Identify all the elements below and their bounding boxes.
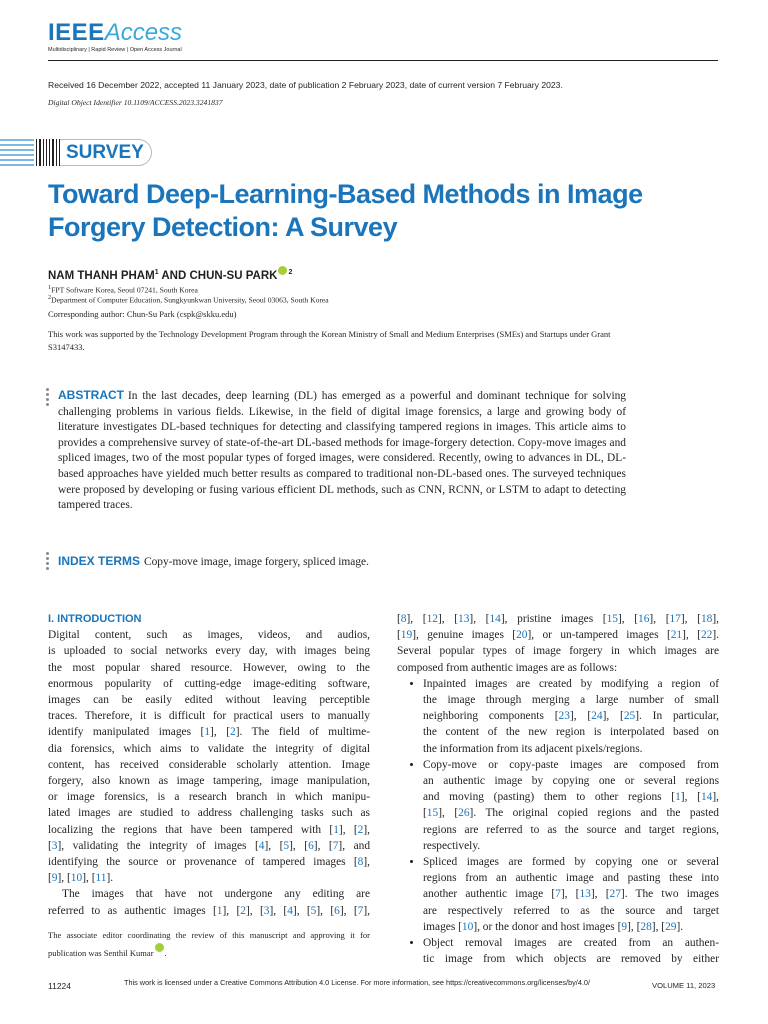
right-column <box>397 611 719 967</box>
reference-link[interactable]: 6 <box>334 904 340 917</box>
reference-link[interactable]: 5 <box>310 904 317 917</box>
author-2: AND CHUN-SU PARK <box>158 270 278 282</box>
volume-label: VOLUME 11, 2023 <box>652 981 716 990</box>
reference-link[interactable]: 23 <box>558 710 570 723</box>
abstract-dots-icon <box>46 388 52 410</box>
list-item <box>423 676 719 757</box>
reference-link[interactable]: 4 <box>258 839 265 852</box>
reference-link[interactable]: 28 <box>640 920 652 933</box>
license-note: This work is licensed under a Creative Commons Attribution 4.0 License. For more information, see https://creativecommons.org/licenses/by/4.0/ <box>124 978 590 987</box>
text-line: referred to as authentic images [1], [2], [3], [4], [5], [6], [7], <box>48 904 370 917</box>
reference-link[interactable]: 11 <box>95 872 107 885</box>
text-line: content, has received considerable scholarly attention. Image <box>48 758 370 771</box>
list-item <box>423 854 719 935</box>
page-number: 11224 <box>48 981 72 991</box>
reference-link[interactable]: 14 <box>489 613 501 625</box>
intro-paragraph-2 <box>48 886 370 918</box>
reference-link[interactable]: 29 <box>665 920 677 933</box>
abstract-text: In the last decades, deep learning (DL) has emerged as a powerful and dominant technique for solving challenging problems in various fields. Likewise, in the field of digital image forensics, a large and growing body of literature investigates DL-based techniques for detecting and classifying tampered regions in images. This article aims to provides a comprehensive survey of state-of-the-art DL-based methods for image-forgery detection. Copy-move images and spliced images, two of the most popular types of forged images, were considered. Recently, owing to advances in DL, DL-based approaches have yielded much better results as compared to traditional non-DL-based ones. The surveyed techniques were proposed by developing or fusing various efficient DL methods, such as CNN, RCNN, or LSTM to adapt to detecting tampered traces. <box>58 390 626 512</box>
text-line: regions from an authentic image and pasting these into <box>423 872 719 885</box>
text-line: composed from authentic images are as follows: <box>397 661 618 674</box>
article-type-label: SURVEY <box>66 142 144 163</box>
text-line: tic image from which objects are removed by either <box>423 953 719 966</box>
title-line-1: Toward Deep-Learning-Based Methods in Image <box>48 179 643 209</box>
reference-link[interactable]: 2 <box>240 904 246 917</box>
header-divider <box>48 60 718 61</box>
reference-link[interactable]: 3 <box>51 839 58 852</box>
text-line: images can be easily edited without leaving perceptible <box>48 694 370 707</box>
reference-link[interactable]: 4 <box>287 904 293 917</box>
reference-link[interactable]: 17 <box>669 613 681 625</box>
text-line: localizing the regions that have been tampered with [1], [2], <box>48 823 370 836</box>
text-line: respectively. <box>423 839 481 852</box>
banner-bars <box>36 139 60 166</box>
reference-link[interactable]: 24 <box>591 710 603 723</box>
text-line: [3], validating the integrity of images [4], [5], [6], [7], and <box>48 839 371 852</box>
list-item <box>423 935 719 967</box>
article-title <box>48 178 688 244</box>
index-terms-dots-icon <box>46 552 52 574</box>
reference-link[interactable]: 1 <box>216 904 223 917</box>
orcid-icon[interactable] <box>278 266 287 275</box>
reference-link[interactable]: 20 <box>516 629 528 642</box>
footnote-text: The associate editor coordinating the review of this manuscript and approving it for publication was Senthil Kumar <box>48 930 370 958</box>
text-line: • Spliced images are formed by copying one or several <box>423 856 719 869</box>
reference-link[interactable]: 7 <box>357 904 364 917</box>
text-line: forgery, also known as image tampering, image manipulation, <box>48 775 370 788</box>
reference-link[interactable]: 8 <box>400 613 407 625</box>
reference-link[interactable]: 5 <box>283 839 290 852</box>
text-line: the content of the new region is interpolated based on <box>423 726 719 739</box>
text-line: are respectively referred to as the source and target <box>423 904 719 917</box>
orcid-icon[interactable] <box>155 943 164 952</box>
author-1-affiliation: 1 <box>154 269 159 277</box>
abstract-label: ABSTRACT <box>58 388 124 402</box>
text-line: [9], [10], [11]. <box>48 872 114 885</box>
index-terms <box>58 554 369 568</box>
reference-link[interactable]: 10 <box>461 920 474 933</box>
index-terms-text: Copy-move image, image forgery, spliced image. <box>144 556 369 568</box>
corresponding-author: Corresponding author: Chun-Su Park (cspk@skku.edu) <box>48 309 237 319</box>
forgery-types-list <box>397 676 719 968</box>
text-line: • Copy-move or copy-paste images are composed from <box>423 758 719 771</box>
reference-link[interactable]: 15 <box>426 807 439 820</box>
intro-paragraph-1 <box>48 627 370 886</box>
text-line: another authentic image [7], [13], [27]. The two images <box>423 888 719 901</box>
editor-footnote: The associate editor coordinating the review of this manuscript and approving it for publication was Senthil Kumar . <box>48 930 370 958</box>
reference-link[interactable]: 16 <box>638 613 650 625</box>
funding-note: This work was supported by the Technology Development Program through the Korean Ministry of Small and Medium Enterprises (SMEs) and Startups under Grant S3147433. <box>48 329 611 352</box>
text-line: identifying the source or provenance of tampered images [8], <box>48 856 370 869</box>
left-column <box>48 611 370 919</box>
section-heading: I. INTRODUCTION <box>48 613 142 625</box>
received-dates: Received 16 December 2022, accepted 11 January 2023, date of publication 2 February 2023, date of current version 7 February 2023. <box>48 80 563 90</box>
reference-link[interactable]: 2 <box>357 823 364 836</box>
reference-link[interactable]: 14 <box>700 791 713 804</box>
text-line: identify manipulated images [1], [2]. The field of multime- <box>48 726 370 739</box>
right-paragraph <box>397 611 719 676</box>
reference-link[interactable]: 7 <box>332 839 339 852</box>
text-line: [19], genuine images [20], or un-tampered images [21], [22]. <box>397 629 719 642</box>
reference-link[interactable]: 25 <box>623 710 636 723</box>
text-line: • Inpainted images are created by modifying a region of <box>423 677 719 690</box>
logo-ieee: IEEE <box>48 19 105 46</box>
text-line: lated images are studied to address challenging tasks such as <box>48 807 370 820</box>
text-line: traces. Therefore, it is difficult for practical users to manually <box>48 710 370 723</box>
reference-link[interactable]: 3 <box>263 904 270 917</box>
text-line: the most popular shared resource. However, owing to the <box>48 661 370 674</box>
author-2-affiliation: 2 <box>288 269 293 277</box>
text-line: the image through merging a large number of small <box>423 694 719 707</box>
affiliation-1: $^1$FPT Software Korea, Seoul 07241, South Korea <box>48 284 198 295</box>
text-line: and moving (pasting) them to other regions [1], [14], <box>423 791 719 804</box>
text-line: images [10], or the donor and host images [9], [28], [29]. <box>423 920 684 933</box>
doi: Digital Object Identifier 10.1109/ACCESS.2023.3241837 <box>48 98 223 107</box>
reference-link[interactable]: 27 <box>609 888 621 901</box>
text-line: Digital content, such as images, videos, and audios, <box>48 629 370 642</box>
reference-link[interactable]: 12 <box>426 613 438 625</box>
text-line: [8], [12], [13], [14], pristine images [15], [16], [17], [18], <box>397 613 719 625</box>
reference-link[interactable]: 10 <box>70 872 83 885</box>
title-line-2: Forgery Detection: A Survey <box>48 212 398 242</box>
reference-link[interactable]: 1 <box>204 726 211 739</box>
abstract <box>58 388 626 514</box>
text-line: • Object removal images are created from an authen- <box>423 937 719 950</box>
text-line: regions are referred to as the source and target regions, <box>423 823 719 836</box>
logo-access: Access <box>104 19 183 46</box>
reference-link[interactable]: 7 <box>555 888 561 901</box>
text-line: is uploaded to social networks every day, with images being <box>48 645 370 658</box>
logo-tagline: Multidisciplinary | Rapid Review | Open Access Journal <box>48 47 182 53</box>
reference-link[interactable]: 2 <box>229 726 236 739</box>
reference-link[interactable]: 22 <box>700 629 713 642</box>
reference-link[interactable]: 9 <box>621 920 628 933</box>
text-line: Several popular types of image forgery in which images are <box>397 645 719 658</box>
banner-stripes <box>0 139 34 166</box>
reference-link[interactable]: 1 <box>675 791 681 804</box>
journal-logo <box>48 20 182 46</box>
text-line: the information from its adjacent pixels/regions. <box>423 742 643 755</box>
author-1: NAM THANH PHAM <box>48 270 155 282</box>
text-line: [15], [26]. The original copied regions and the pasted <box>423 807 719 820</box>
text-line: enormous popularity of cutting-edge image-editing software, <box>48 677 370 690</box>
reference-link[interactable]: 1 <box>333 823 339 836</box>
reference-link[interactable]: 19 <box>400 629 413 642</box>
author-list <box>48 266 292 282</box>
reference-link[interactable]: 18 <box>700 613 713 625</box>
text-line: an authentic image by copying one or several regions <box>423 775 719 788</box>
reference-link[interactable]: 15 <box>606 613 618 625</box>
affiliation-2: $^2$Department of Computer Education, Sungkyunkwan University, Seoul 03063, South Korea <box>48 294 329 305</box>
list-item <box>423 757 719 854</box>
reference-link[interactable]: 8 <box>357 856 364 869</box>
text-line: dia forensics, which aims to validate the integrity of digital <box>48 742 370 755</box>
text-line: The images that have not undergone any editing are <box>62 888 370 901</box>
index-terms-label: INDEX TERMS <box>58 554 141 568</box>
reference-link[interactable]: 21 <box>670 629 683 642</box>
reference-link[interactable]: 6 <box>308 839 314 852</box>
text-line: neighboring components [23], [24], [25]. In particular, <box>423 710 720 723</box>
text-line: or image forensics, is a research branch in which manipu- <box>48 791 370 804</box>
reference-link[interactable]: 26 <box>458 807 470 820</box>
reference-link[interactable]: 13 <box>458 613 470 625</box>
reference-link[interactable]: 9 <box>51 872 58 885</box>
reference-link[interactable]: 13 <box>579 888 591 901</box>
